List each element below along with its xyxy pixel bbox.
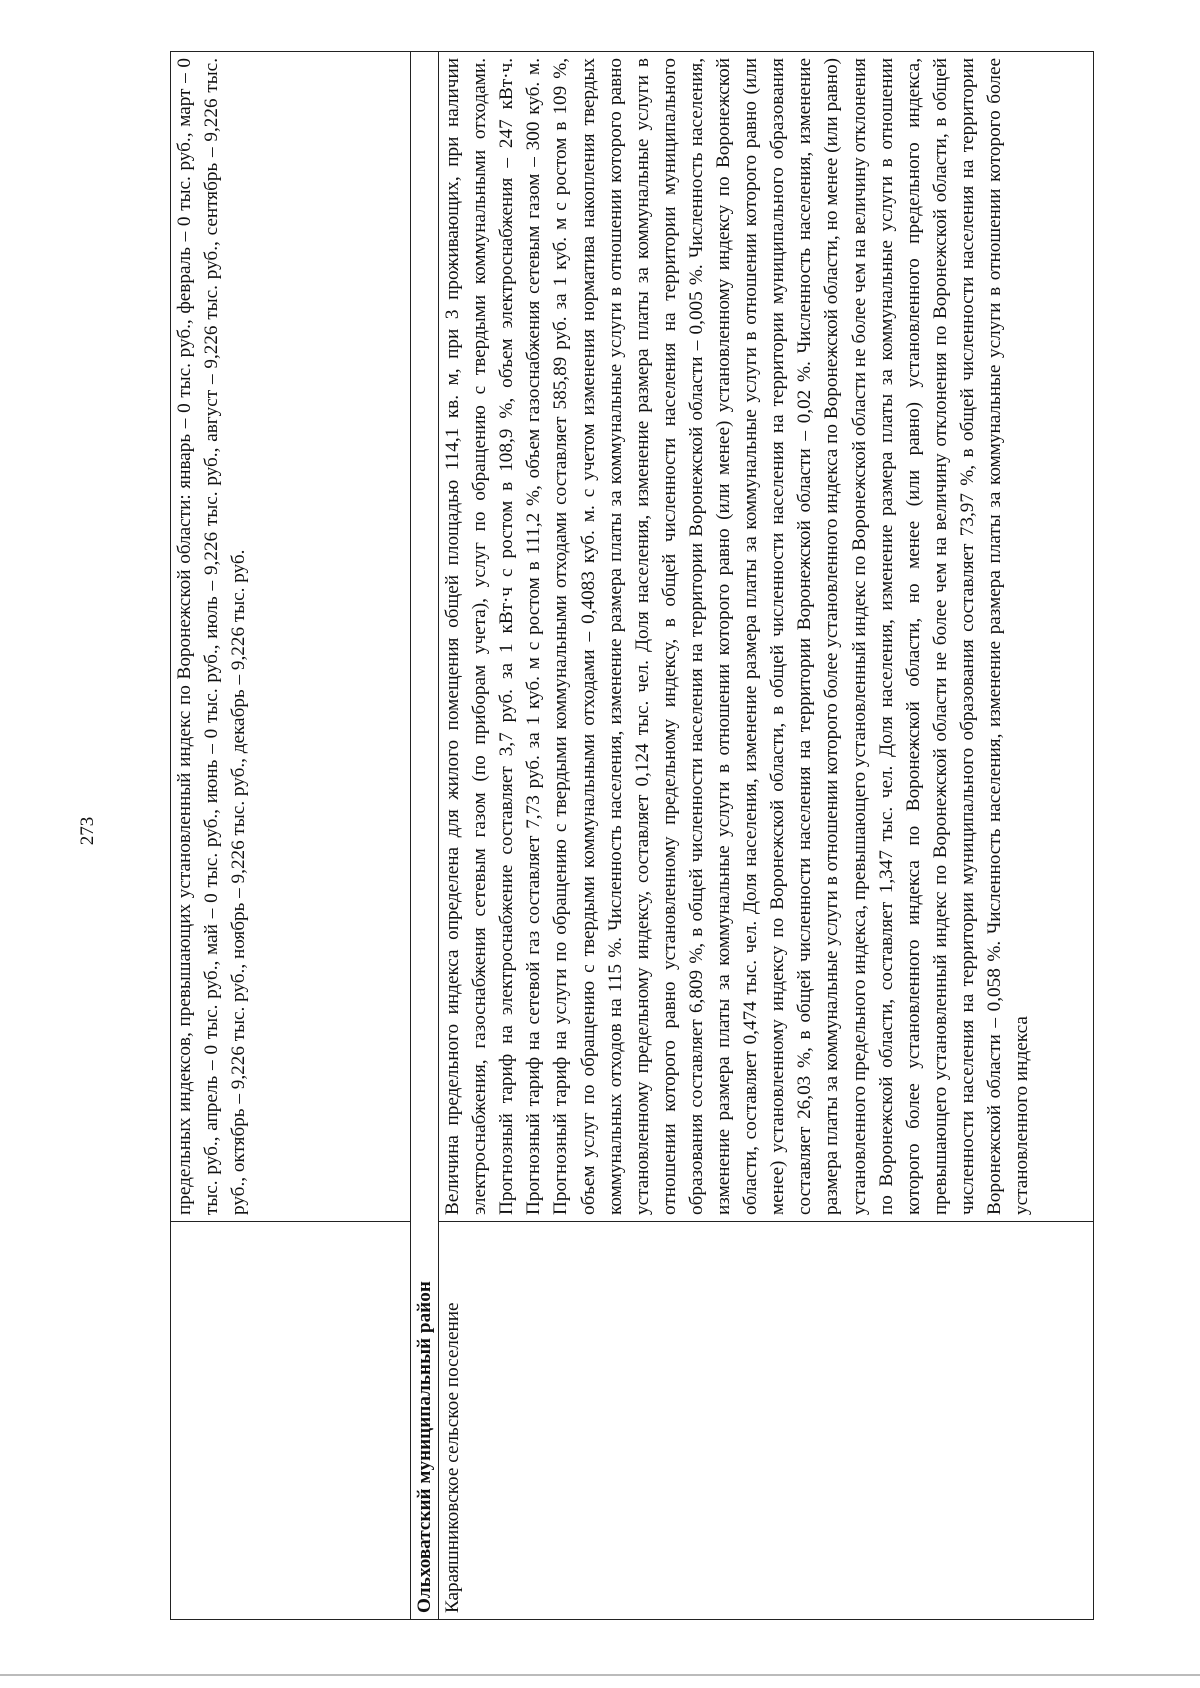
continued-paragraph: предельных индексов, превышающих установленный индекс по Воронежской области: январь – 0 тыс. руб., февраль – 0 тыс. руб., март – 0 тыс. руб., апрель – 0 тыс. руб., май – 0 тыс. руб., июнь – 0 тыс. руб., июль – 9,226 тыс. руб., август – 9,226 тыс. руб., сентябрь – 9,226 тыс. руб., октябрь – 9,226 тыс. руб., ноябрь – 9,226 тыс. руб., декабрь – 9,226 тыс. руб. (174, 58, 250, 1215)
section-title: Ольховатский муниципальный район (411, 52, 439, 1620)
table-row (171, 52, 411, 1620)
settlement-name: Караяшниковское сельское поселение (439, 1222, 1094, 1620)
settlement-paragraph: Величина предельного индекса определена для жилого помещения общей площадью 114,1 кв. м, при 3 проживающих, при наличии электроснабжения, газоснабжения сетевым газом (по приборам учета), услуг по обращению с твердыми коммунальными отходами. Прогнозный тариф на электроснабжение составляет 3,7 руб. за 1 кВт·ч с ростом в 108,9 %, объем электроснабжения – 247 кВт·ч. Прогнозный тариф на сетевой газ составляет 7,73 руб. за 1 куб. м с ростом в 111,2 %, объем газоснабжения сетевым газом – 300 куб. м. Прогнозный тариф на услуги по обращению с твердыми коммунальными отходами составляет 585,89 руб. за 1 куб. м с ростом в 109 %, объем услуг по обращению с твердыми коммунальными отходами – 0,4083 куб. м. с учетом изменения норматива накопления твердых коммунальных отходов на 115 %. Численность населения, изменение размера платы за коммунальные услуги в отношении которого равно установленному предельному индексу, составляет 0,124 тыс. чел. Доля населения, изменение размера платы за коммунальные услуги в отношении которого равно установленному предельному индексу, в общей численности населения на территории муниципального образования составляет 6,809 %, в общей численности населения на территории Воронежской области – 0,005 %. Численность населения, изменение размера платы за коммунальные услуги в отношении которого равно (или менее) установленному индексу по Воронежской области, составляет 0,474 тыс. чел. Доля населения, изменение размера платы за коммунальные услуги в отношении которого равно (или менее) установленному индексу по Воронежской области, в общей численности населения на территории муниципального образования составляет 26,03 %, в общей численности населения на территории Воронежской области – 0,02 %. Численность населения, изменение размера платы за коммунальные услуги в отношении которого более установленного индекса по Воронежской области, но менее (или равно) установленного предельного индекса, превышающего установленный индекс по Воронежской области не более чем на величину отклонения по Воронежской области, составляет 1,347 тыс. чел. Доля населения, изменение размера платы за коммунальные услуги в отношении которого более установленного индекса по Воронежской области, но менее (или равно) установленного предельного индекса, превышающего установленный индекс по Воронежской области не более чем на величину отклонения по Воронежской области, в общей численности населения на территории муниципального образования составляет 73,97 %, в общей численности населения на территории Воронежской области – 0,058 %. Численность населения, изменение размера платы за коммунальные услуги в отношении которого более установленного индекса (442, 58, 1033, 1215)
table-cell-text (439, 52, 1094, 1222)
tariff-table (170, 51, 1094, 1620)
table-row (439, 52, 1094, 1620)
rotated-table-container (170, 52, 1094, 1620)
page-number: 273 (77, 816, 98, 846)
section-row (411, 52, 439, 1620)
table-cell-text (171, 52, 411, 1222)
scan-edge-line (0, 1674, 1200, 1676)
table-cell-empty (171, 1222, 411, 1620)
